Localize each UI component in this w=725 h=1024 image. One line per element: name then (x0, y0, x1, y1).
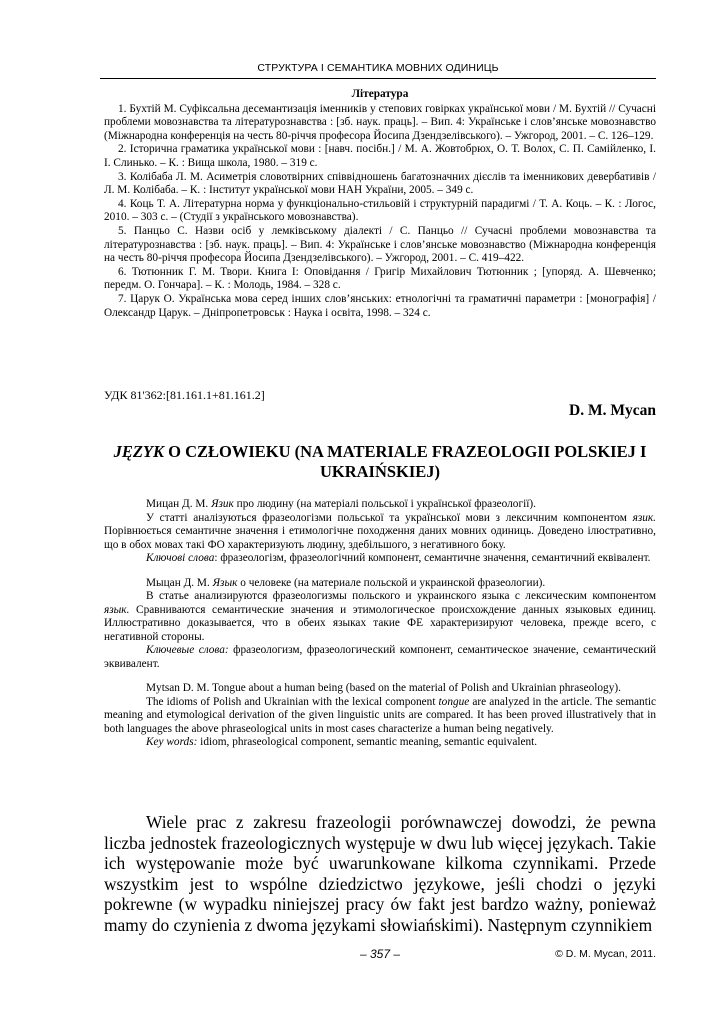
reference-item: 4. Коць Т. А. Літературна норма у функціонально-стильовій і структурній парадигмі / Т. А. Коць. – К. : Логос, 2010. – 303 с. – (Студії з українського мовознавства). (104, 197, 656, 224)
title-text: O CZŁOWIEKU (NA MATERIALE FRAZEOLOGII POLSKIEJ I UKRAIŃSKIEJ) (164, 442, 647, 481)
abstract-body (104, 696, 656, 737)
body-paragraph: Wiele prac z zakresu frazeologii porównawczej dowodzi, że pewna liczba jednostek frazeologicznych występuje w dwu lub więcej językach. Takie ich występowanie może być uwarunkowane kilkoma czynnikami. Przede wszystkim jest to wspólne dziedzictwo językowe, jeśli chodzi o języki pokrewne (w wypadku niniejszej pracy ów fakt jest bardzo ważny, ponieważ mamy do czynienia z dwoma językami słowiańskimi). Następnym czynnikiem (104, 812, 656, 935)
abstract-body-keyword: tongue (438, 695, 470, 708)
reference-item: 5. Панцьо С. Назви осіб у лемківському діалекті / С. Панцьо // Сучасні проблеми мовознавства та літературознавства : [зб. наук. праць]. – Вип. 4: Українське і слов’янське мовознавство (Міжнародна конференція на честь 80-річчя професора Йосипа Дзендзелівського). – Ужгород, 2001. – С. 419–422. (104, 224, 656, 265)
abstract-keywords (104, 736, 656, 750)
abstract-body-text: В статье анализируются фразеологизмы польского и украинского языка с лексическим компонентом (146, 590, 656, 602)
reference-item: 2. Історична граматика української мови : [навч. посібн.] / М. А. Жовтобрюх, О. Т. Волох, С. П. Самійленко, І. І. Слинько. – К. : Вища школа, 1980. – 319 с. (104, 143, 656, 169)
abstract-english (104, 682, 656, 750)
abstract-ref-keyword: Язик (211, 498, 234, 510)
abstract-ref-author: Мыцан Д. М. (146, 576, 213, 589)
abstract-body-keyword: язык. (104, 603, 130, 616)
abstract-body-text: are analyzed in the article. The semantic meaning and etymological derivation of the given linguistic units are compared. It has been proved illustratively that in both languages the above phraseological units in most cases characterize a human being negatively. (104, 695, 656, 735)
keywords-label: Ключевые слова: (146, 644, 229, 656)
abstract-keywords (104, 644, 656, 671)
abstract-reference (104, 577, 656, 591)
copyright-notice: © D. M. Mycan, 2011. (555, 948, 656, 960)
abstract-ukrainian (104, 498, 656, 566)
header-rule (100, 78, 656, 79)
abstracts-section (104, 498, 656, 761)
udk-code: УДК 81'362:[81.161.1+81.161.2] (104, 388, 265, 402)
abstract-ref-keyword: Язык (212, 576, 238, 589)
page-footer (104, 947, 656, 965)
abstract-ref-title: про людину (на матеріалі польської і української фразеології). (233, 498, 536, 510)
abstract-reference (104, 498, 656, 512)
reference-item: 1. Бухтій М. Суфіксальна десемантизація іменників у степових говірках української мови / М. Бухтій // Сучасні проблеми мовознавства та літературознавства : [зб. наук. праць]. – Вип. 4: Українське і слов’янське мовознавство (Міжнародна конференція на честь 80-річчя професора Йосипа Дзендзелівського). – Ужгород, 2001. – С. 126–129. (104, 102, 656, 142)
keywords-label: Ключові слова (146, 552, 215, 564)
abstract-body-text: Сравниваются семантические значения и этимологическое происхождение данных языковых единиц. Иллюстративно доказывается, что в обеих языках такие ФЕ характеризируют человека, прежде всего, с негативной стороны. (104, 603, 656, 643)
keywords-list: : фразеологізм, фразеологічний компонент, семантичне значення, семантичний еквівалент. (214, 552, 651, 564)
reference-item: 3. Колібаба Л. М. Асиметрія словотвірних співвідношень багатозначних дієслів та іменникових девербативів / Л. М. Колібаба. – К. : Інститут української мови НАН України, 2005. – 349 с. (104, 170, 656, 197)
abstract-body (104, 512, 656, 553)
abstract-body-text: У статті аналізуються фразеологізми польської та української мови з лексичним компонентом (146, 511, 633, 524)
abstract-keywords (104, 552, 656, 566)
page-number: – 357 – (359, 947, 401, 961)
references-title: Література (351, 88, 409, 100)
running-header: СТРУКТУРА І СЕМАНТИКА МОВНИХ ОДИНИЦЬ (257, 62, 499, 74)
keywords-label: Key words: (146, 736, 198, 748)
abstract-body-text: Порівнюється семантичне значення і етимологічне походження даних мовних одиниць. Доведено ілюстративно, що в обох мовах такі ФО характеризують людину, здебільшого, з негативного боку. (104, 525, 656, 551)
abstract-body (104, 590, 656, 644)
abstract-reference: Mytsan D. M. Tongue about a human being (based on the material of Polish and Ukrainian phraseology). (146, 682, 621, 694)
article-body (104, 812, 656, 936)
reference-item: 6. Тютюнник Г. М. Твори. Книга І: Оповідання / Григір Михайлович Тютюнник ; [упоряд. А. Шевченко; передм. О. Гончара]. – К. : Молодь, 1984. – 328 с. (104, 265, 656, 292)
abstract-body-text: The idioms of Polish and Ukrainian with the lexical component (146, 695, 439, 708)
abstract-body-keyword: язик. (632, 511, 656, 524)
reference-item: 7. Царук О. Українська мова серед інших слов’янських: етнологічні та граматичні параметри : [монографія] / Олександр Царук. – Дніпропетровськ : Наука і освіта, 1998. – 324 с. (104, 292, 656, 319)
article-author: D. M. Mycan (569, 402, 656, 419)
abstract-ref-title: о человеке (на материале польской и украинской фразеологии). (237, 576, 546, 589)
keywords-list: фразеологизм, фразеологический компонент, семантическое значение, семантический эквивалент. (104, 644, 656, 670)
keywords-list: idiom, phraseological component, semantic meaning, semantic equivalent. (197, 736, 538, 748)
abstract-russian (104, 577, 656, 672)
references-section (104, 88, 656, 320)
abstract-ref-author: Мицан Д. М. (146, 498, 212, 510)
article-title (104, 442, 656, 482)
title-italic-word: JĘZYK (113, 442, 164, 461)
